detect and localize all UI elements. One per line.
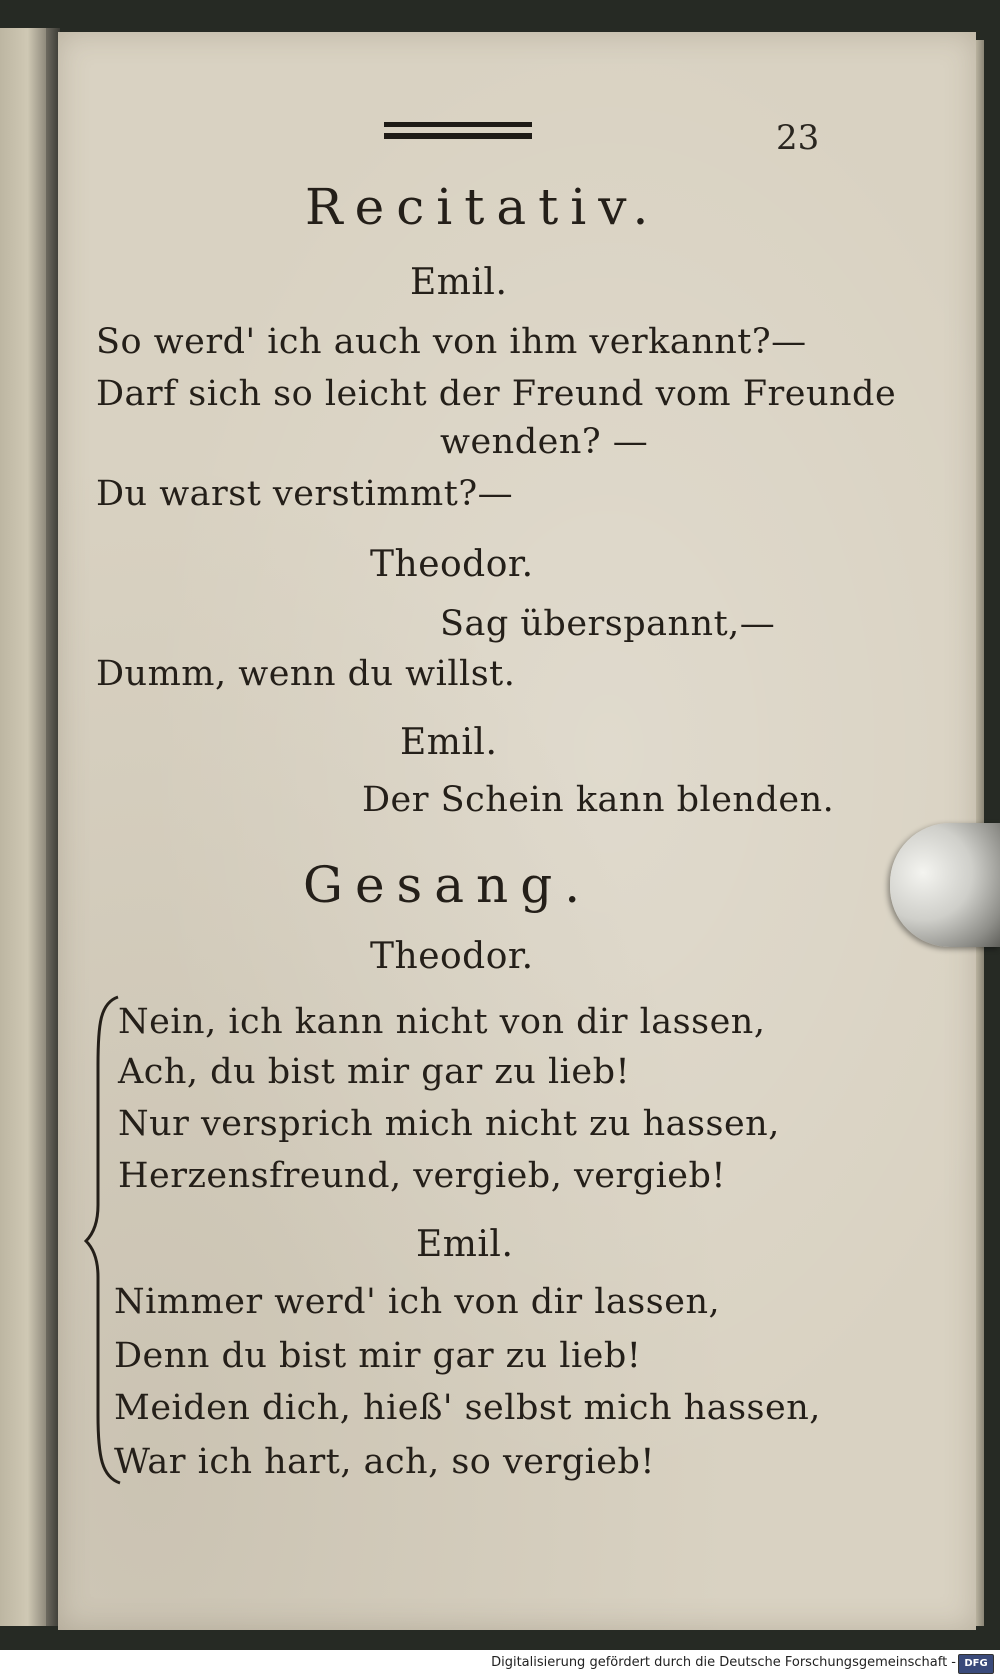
verse-line: Ach, du bist mir gar zu lieb! [118,1052,631,1092]
speaker-name: Theodor. [370,544,534,585]
speaker-name: Emil. [410,262,508,303]
verse-line: Nur versprich mich nicht zu hassen, [118,1104,780,1144]
verse-line: Darf sich so leicht der Freund vom Freunde [96,374,897,414]
dfg-logo: DFG [958,1654,994,1674]
verse-line: Nimmer werd' ich von dir lassen, [114,1282,721,1322]
verse-line: Du warst verstimmt?— [96,474,514,514]
facing-page-edge [0,28,46,1626]
speaker-name: Theodor. [370,936,534,977]
page-clip [890,823,1000,947]
speaker-name: Emil. [416,1224,514,1265]
page-number: 23 [776,118,820,158]
verse-line: Herzensfreund, vergieb, vergieb! [118,1156,726,1196]
recitativ-heading: Recitativ. [305,178,661,236]
verse-line: Meiden dich, hieß' selbst mich hassen, [114,1388,821,1428]
verse-line: So werd' ich auch von ihm verkannt?— [96,322,807,362]
verse-line: Der Schein kann blenden. [362,780,835,820]
verse-line: Sag überspannt,— [440,604,776,644]
verse-line: wenden? — [440,422,649,462]
verse-line: Dumm, wenn du willst. [96,654,516,694]
footer-bar [0,1650,1000,1678]
verse-line: Denn du bist mir gar zu lieb! [114,1336,642,1376]
gesang-heading: Gesang. [303,856,593,914]
verse-line: Nein, ich kann nicht von dir lassen, [118,1002,766,1042]
top-rule [384,122,532,127]
verse-line: War ich hart, ach, so vergieb! [114,1442,655,1482]
speaker-name: Emil. [400,722,498,763]
funding-credit: Digitalisierung gefördert durch die Deutsche Forschungsgemeinschaft - [491,1655,956,1670]
top-rule [384,133,532,139]
